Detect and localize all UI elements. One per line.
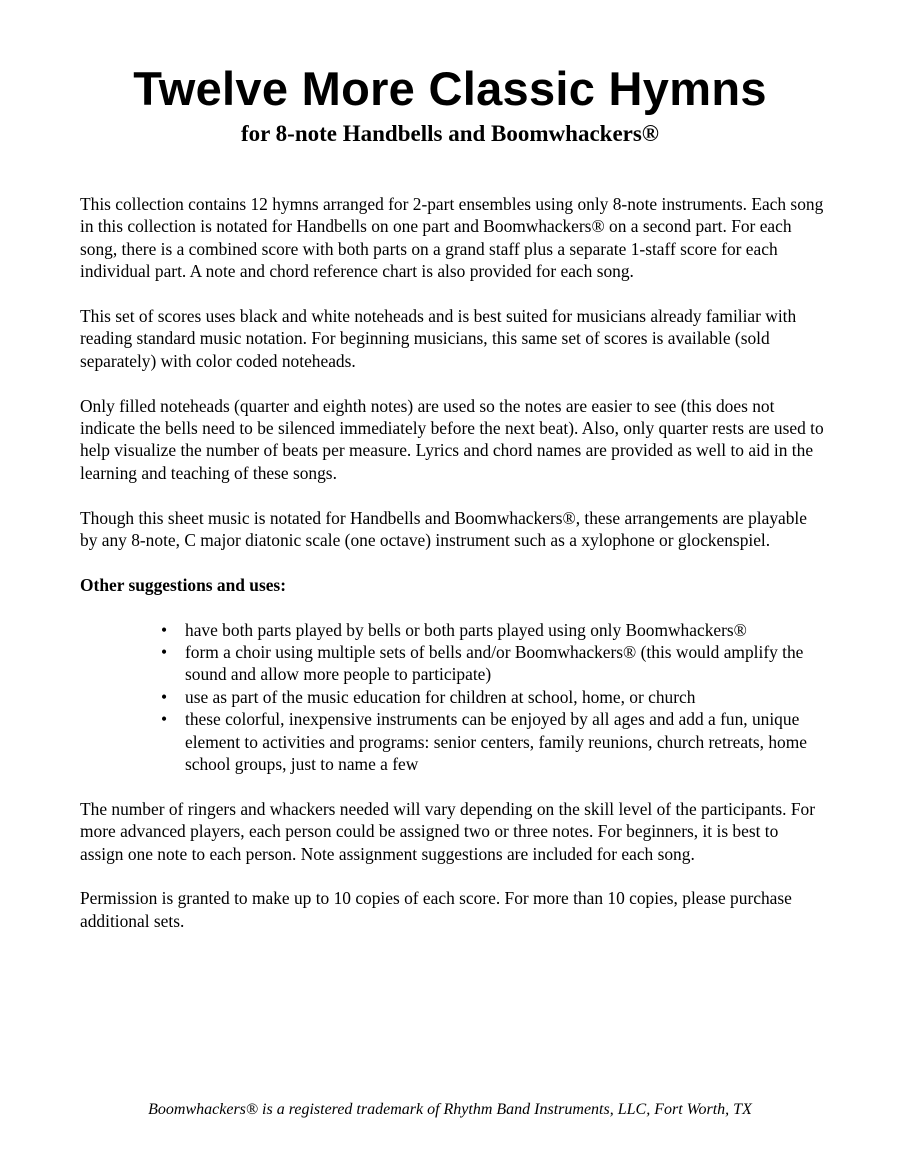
- ringers-paragraph: The number of ringers and whackers needed will vary depending on the skill level of the participants. For more advanced players, each person could be assigned two or three notes. For beginners, it is best to assign one note to each person. Note assignment suggestions are included for each song.: [80, 798, 816, 864]
- bullet-icon: •: [161, 619, 168, 640]
- bullet-icon: •: [161, 709, 168, 730]
- intro-paragraph: This collection contains 12 hymns arranged for 2-part ensembles using only 8-note instruments. Each song in this collection is notated for Handbells on one part and Boomwhackers® on a second part. For each song, there is a combined score with both parts on a grand staff plus a separate 1-staff score for each individual part. A note and chord reference chart is also provided for each song.: [80, 194, 824, 282]
- suggestions-list: [80, 619, 825, 776]
- list-item: [161, 619, 825, 641]
- list-item-text: use as part of the music education for children at school, home, or church: [185, 686, 696, 707]
- noteheads-paragraph: Only filled noteheads (quarter and eighth notes) are used so the notes are easier to see (this does not indicate the bells need to be silenced immediately before the next beat). Also, only quarter rests are used to help visualize the number of beats per measure. Lyrics and chord names are provided as well to aid in the learning and teaching of these songs.: [80, 395, 824, 483]
- list-item: [161, 686, 825, 708]
- permission-paragraph: Permission is granted to make up to 10 copies of each score. For more than 10 copies, please purchase additional sets.: [80, 888, 792, 931]
- bullet-icon: •: [161, 686, 168, 707]
- list-item: [161, 708, 825, 775]
- list-item-text: have both parts played by bells or both parts played using only Boomwhackers®: [185, 619, 747, 640]
- list-item: [161, 641, 825, 686]
- document-body: [80, 193, 825, 955]
- notation-paragraph: This set of scores uses black and white noteheads and is best suited for musicians already familiar with reading standard music notation. For beginning musicians, this same set of scores is available (sold separately) with color coded noteheads.: [80, 306, 797, 371]
- list-item-text: these colorful, inexpensive instruments can be enjoyed by all ages and add a fun, unique element to activities and programs: senior centers, family reunions, church retreats, home school groups, just to name a few: [185, 709, 807, 775]
- trademark-footer: Boomwhackers® is a registered trademark of Rhythm Band Instruments, LLC, Fort Worth, TX: [148, 1101, 752, 1118]
- bullet-icon: •: [161, 642, 168, 663]
- page-subtitle: for 8-note Handbells and Boomwhackers®: [240, 121, 659, 146]
- instruments-paragraph: Though this sheet music is notated for Handbells and Boomwhackers®, these arrangements are playable by any 8-note, C major diatonic scale (one octave) instrument such as a xylophone or glockenspiel.: [80, 507, 807, 551]
- suggestions-heading: Other suggestions and uses:: [80, 574, 286, 595]
- page-title: Twelve More Classic Hymns: [133, 62, 767, 115]
- list-item-text: form a choir using multiple sets of bells and/or Boomwhackers® (this would amplify the sound and allow more people to participate): [185, 642, 804, 685]
